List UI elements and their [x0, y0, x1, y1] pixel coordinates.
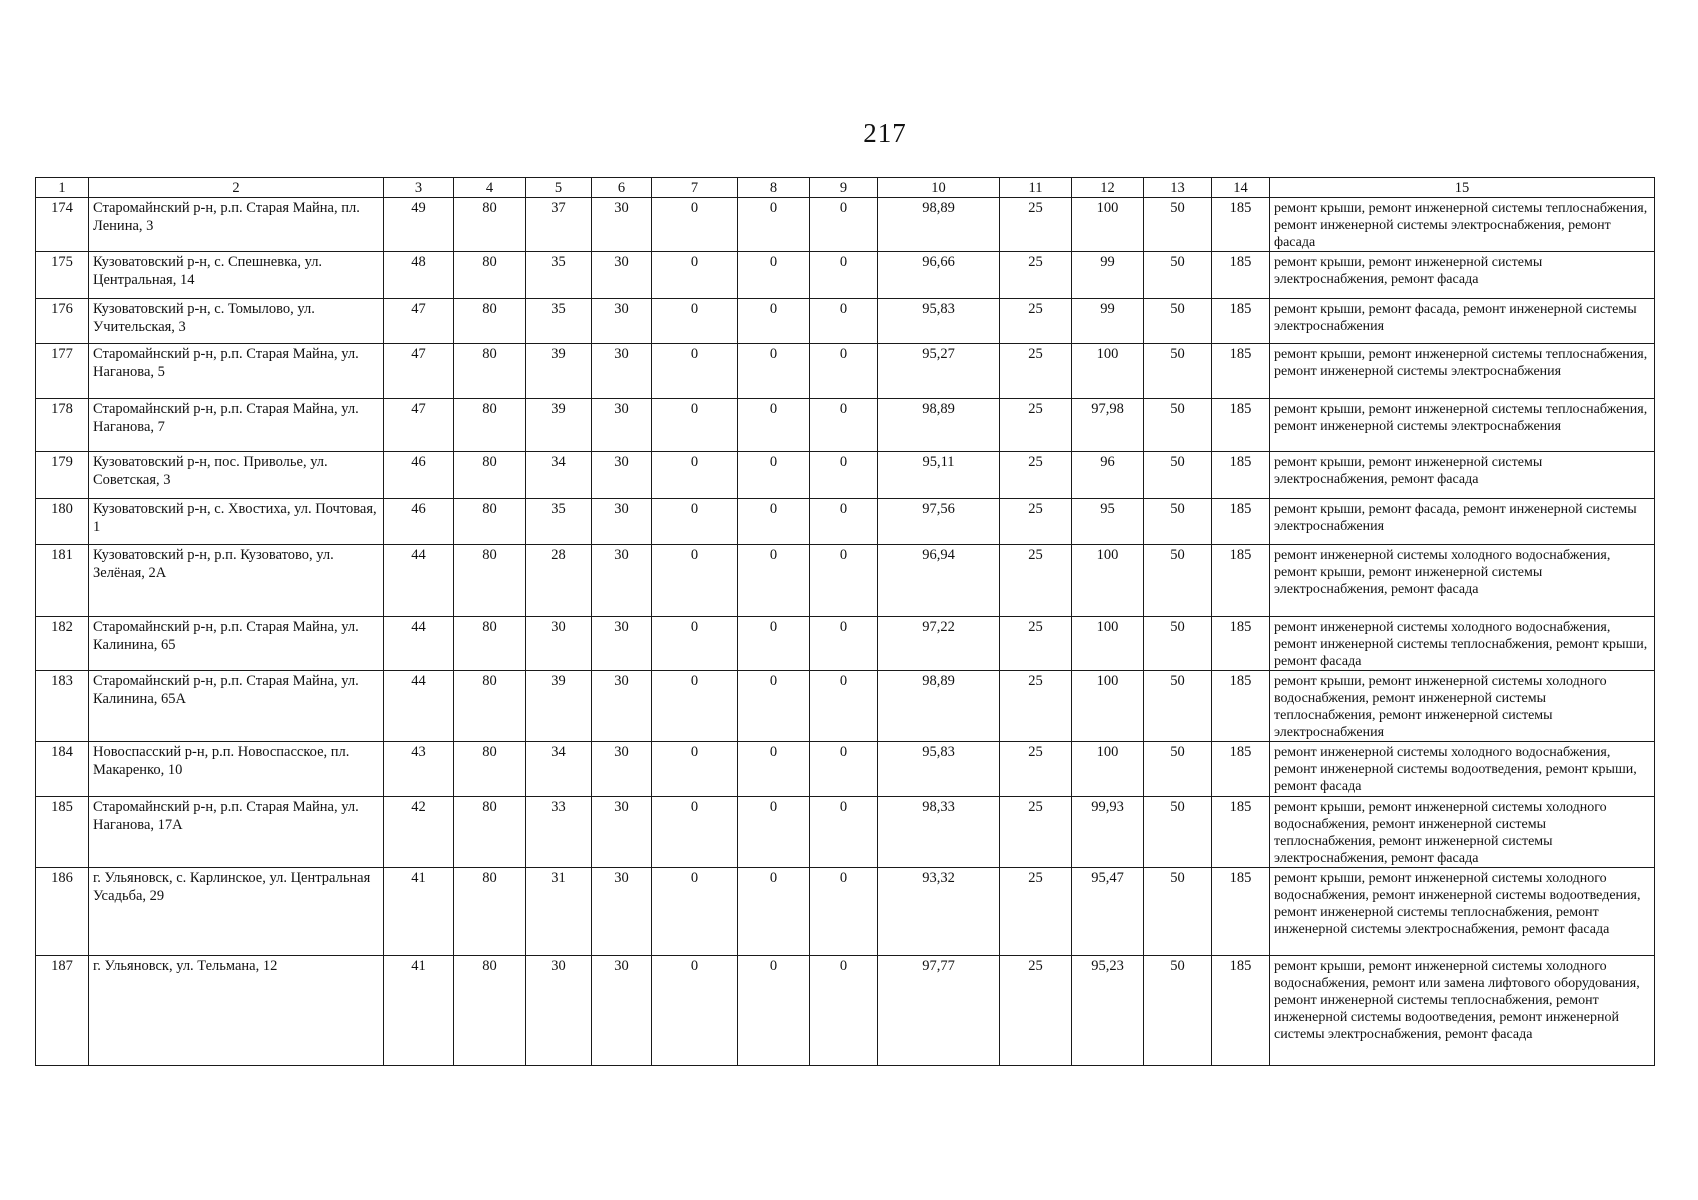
- table-row: [36, 198, 1655, 252]
- cell-col-8: 0: [738, 671, 810, 742]
- cell-col-8: 0: [738, 797, 810, 868]
- cell-col-14: 185: [1212, 868, 1270, 956]
- cell-address: Старомайнский р-н, р.п. Старая Майна, ул. Калинина, 65: [89, 617, 384, 671]
- cell-col-12: 100: [1072, 344, 1144, 399]
- cell-col-10: 95,11: [878, 452, 1000, 499]
- cell-works-list: ремонт крыши, ремонт инженерной системы холодного водоснабжения, ремонт инженерной системы водоотведения, ремонт инженерной системы теплоснабжения, ремонт инженерной системы электроснабжения, ремонт фасада: [1270, 868, 1655, 956]
- cell-works-list: ремонт крыши, ремонт инженерной системы теплоснабжения, ремонт инженерной системы электроснабжения: [1270, 344, 1655, 399]
- cell-address: Старомайнский р-н, р.п. Старая Майна, ул. Калинина, 65А: [89, 671, 384, 742]
- cell-col-4: 80: [454, 742, 526, 797]
- header-cell-10: 10: [878, 178, 1000, 198]
- cell-col-10: 95,27: [878, 344, 1000, 399]
- cell-col-4: 80: [454, 868, 526, 956]
- cell-col-12: 100: [1072, 617, 1144, 671]
- cell-col-11: 25: [1000, 545, 1072, 617]
- cell-col-7: 0: [652, 797, 738, 868]
- cell-col-3: 44: [384, 671, 454, 742]
- table-row: [36, 299, 1655, 344]
- cell-col-7: 0: [652, 617, 738, 671]
- cell-col-14: 185: [1212, 344, 1270, 399]
- cell-col-9: 0: [810, 452, 878, 499]
- header-cell-4: 4: [454, 178, 526, 198]
- cell-col-4: 80: [454, 399, 526, 452]
- cell-col-13: 50: [1144, 956, 1212, 1066]
- cell-address: г. Ульяновск, ул. Тельмана, 12: [89, 956, 384, 1066]
- cell-col-4: 80: [454, 499, 526, 545]
- header-cell-11: 11: [1000, 178, 1072, 198]
- cell-col-7: 0: [652, 671, 738, 742]
- cell-col-14: 185: [1212, 742, 1270, 797]
- header-cell-2: 2: [89, 178, 384, 198]
- cell-col-5: 34: [526, 452, 592, 499]
- cell-col-9: 0: [810, 252, 878, 299]
- cell-col-7: 0: [652, 252, 738, 299]
- cell-col-8: 0: [738, 742, 810, 797]
- cell-col-4: 80: [454, 344, 526, 399]
- table-row: [36, 797, 1655, 868]
- cell-address: Кузоватовский р-н, р.п. Кузоватово, ул. Зелёная, 2А: [89, 545, 384, 617]
- cell-col-6: 30: [592, 452, 652, 499]
- cell-col-13: 50: [1144, 344, 1212, 399]
- cell-col-9: 0: [810, 617, 878, 671]
- cell-col-12: 99,93: [1072, 797, 1144, 868]
- cell-col-14: 185: [1212, 198, 1270, 252]
- table-row: [36, 545, 1655, 617]
- header-cell-13: 13: [1144, 178, 1212, 198]
- cell-works-list: ремонт крыши, ремонт инженерной системы холодного водоснабжения, ремонт или замена лифтового оборудования, ремонт инженерной системы теплоснабжения, ремонт инженерной системы водоотведения, ремонт инженерной системы электроснабжения, ремонт фасада: [1270, 956, 1655, 1066]
- cell-row-number: 178: [36, 399, 89, 452]
- cell-col-4: 80: [454, 617, 526, 671]
- cell-col-6: 30: [592, 617, 652, 671]
- cell-col-6: 30: [592, 198, 652, 252]
- cell-col-12: 100: [1072, 671, 1144, 742]
- cell-col-10: 98,33: [878, 797, 1000, 868]
- cell-col-9: 0: [810, 299, 878, 344]
- cell-row-number: 179: [36, 452, 89, 499]
- cell-col-7: 0: [652, 742, 738, 797]
- header-cell-6: 6: [592, 178, 652, 198]
- cell-col-8: 0: [738, 252, 810, 299]
- cell-row-number: 186: [36, 868, 89, 956]
- cell-works-list: ремонт инженерной системы холодного водоснабжения, ремонт крыши, ремонт инженерной системы электроснабжения, ремонт фасада: [1270, 545, 1655, 617]
- cell-col-9: 0: [810, 868, 878, 956]
- cell-col-6: 30: [592, 742, 652, 797]
- cell-col-3: 47: [384, 399, 454, 452]
- cell-works-list: ремонт крыши, ремонт инженерной системы холодного водоснабжения, ремонт инженерной системы теплоснабжения, ремонт инженерной системы электроснабжения: [1270, 671, 1655, 742]
- cell-row-number: 175: [36, 252, 89, 299]
- cell-col-7: 0: [652, 399, 738, 452]
- cell-address: Старомайнский р-н, р.п. Старая Майна, ул. Наганова, 5: [89, 344, 384, 399]
- cell-col-14: 185: [1212, 499, 1270, 545]
- cell-col-14: 185: [1212, 797, 1270, 868]
- header-cell-15: 15: [1270, 178, 1655, 198]
- cell-col-10: 95,83: [878, 742, 1000, 797]
- cell-col-5: 34: [526, 742, 592, 797]
- cell-col-14: 185: [1212, 956, 1270, 1066]
- header-cell-5: 5: [526, 178, 592, 198]
- cell-row-number: 187: [36, 956, 89, 1066]
- cell-col-11: 25: [1000, 617, 1072, 671]
- cell-col-5: 33: [526, 797, 592, 868]
- cell-col-10: 97,56: [878, 499, 1000, 545]
- cell-col-9: 0: [810, 198, 878, 252]
- cell-row-number: 183: [36, 671, 89, 742]
- header-cell-14: 14: [1212, 178, 1270, 198]
- cell-col-13: 50: [1144, 252, 1212, 299]
- cell-col-7: 0: [652, 545, 738, 617]
- cell-col-3: 46: [384, 452, 454, 499]
- cell-col-3: 46: [384, 499, 454, 545]
- cell-works-list: ремонт крыши, ремонт фасада, ремонт инженерной системы электроснабжения: [1270, 499, 1655, 545]
- cell-col-9: 0: [810, 797, 878, 868]
- cell-col-4: 80: [454, 299, 526, 344]
- cell-works-list: ремонт инженерной системы холодного водоснабжения, ремонт инженерной системы водоотведения, ремонт крыши, ремонт фасада: [1270, 742, 1655, 797]
- table-row: [36, 671, 1655, 742]
- cell-works-list: ремонт крыши, ремонт инженерной системы холодного водоснабжения, ремонт инженерной системы теплоснабжения, ремонт инженерной системы электроснабжения, ремонт фасада: [1270, 797, 1655, 868]
- cell-col-14: 185: [1212, 617, 1270, 671]
- cell-col-6: 30: [592, 399, 652, 452]
- cell-works-list: ремонт крыши, ремонт фасада, ремонт инженерной системы электроснабжения: [1270, 299, 1655, 344]
- cell-col-4: 80: [454, 198, 526, 252]
- cell-address: Кузоватовский р-н, с. Хвостиха, ул. Почтовая, 1: [89, 499, 384, 545]
- cell-col-4: 80: [454, 671, 526, 742]
- cell-col-13: 50: [1144, 797, 1212, 868]
- cell-row-number: 182: [36, 617, 89, 671]
- cell-col-10: 97,77: [878, 956, 1000, 1066]
- cell-col-8: 0: [738, 344, 810, 399]
- cell-col-5: 39: [526, 399, 592, 452]
- cell-col-12: 100: [1072, 742, 1144, 797]
- cell-col-13: 50: [1144, 399, 1212, 452]
- cell-col-6: 30: [592, 868, 652, 956]
- cell-col-11: 25: [1000, 252, 1072, 299]
- header-cell-7: 7: [652, 178, 738, 198]
- cell-row-number: 176: [36, 299, 89, 344]
- cell-col-3: 43: [384, 742, 454, 797]
- table-row: [36, 344, 1655, 399]
- cell-works-list: ремонт крыши, ремонт инженерной системы теплоснабжения, ремонт инженерной системы электроснабжения: [1270, 399, 1655, 452]
- cell-col-11: 25: [1000, 956, 1072, 1066]
- cell-col-9: 0: [810, 399, 878, 452]
- cell-col-9: 0: [810, 545, 878, 617]
- cell-col-12: 97,98: [1072, 399, 1144, 452]
- cell-col-5: 28: [526, 545, 592, 617]
- cell-col-12: 95,47: [1072, 868, 1144, 956]
- cell-col-6: 30: [592, 299, 652, 344]
- cell-col-8: 0: [738, 545, 810, 617]
- cell-works-list: ремонт крыши, ремонт инженерной системы теплоснабжения, ремонт инженерной системы электроснабжения, ремонт фасада: [1270, 198, 1655, 252]
- cell-address: Новоспасский р-н, р.п. Новоспасское, пл. Макаренко, 10: [89, 742, 384, 797]
- cell-address: Кузоватовский р-н, с. Томылово, ул. Учительская, 3: [89, 299, 384, 344]
- cell-col-9: 0: [810, 956, 878, 1066]
- table-row: [36, 956, 1655, 1066]
- cell-col-11: 25: [1000, 868, 1072, 956]
- cell-col-12: 99: [1072, 299, 1144, 344]
- cell-col-10: 98,89: [878, 671, 1000, 742]
- cell-col-13: 50: [1144, 671, 1212, 742]
- cell-col-14: 185: [1212, 671, 1270, 742]
- cell-col-6: 30: [592, 671, 652, 742]
- cell-col-5: 35: [526, 499, 592, 545]
- table-row: [36, 742, 1655, 797]
- cell-works-list: ремонт крыши, ремонт инженерной системы электроснабжения, ремонт фасада: [1270, 252, 1655, 299]
- cell-row-number: 177: [36, 344, 89, 399]
- cell-col-13: 50: [1144, 742, 1212, 797]
- cell-col-11: 25: [1000, 742, 1072, 797]
- cell-col-11: 25: [1000, 198, 1072, 252]
- cell-col-8: 0: [738, 868, 810, 956]
- cell-col-12: 96: [1072, 452, 1144, 499]
- cell-col-8: 0: [738, 499, 810, 545]
- cell-col-7: 0: [652, 868, 738, 956]
- cell-col-13: 50: [1144, 617, 1212, 671]
- cell-col-4: 80: [454, 545, 526, 617]
- data-table: [35, 177, 1655, 1066]
- cell-col-11: 25: [1000, 499, 1072, 545]
- cell-col-14: 185: [1212, 252, 1270, 299]
- header-cell-12: 12: [1072, 178, 1144, 198]
- cell-col-11: 25: [1000, 671, 1072, 742]
- cell-row-number: 184: [36, 742, 89, 797]
- cell-col-6: 30: [592, 797, 652, 868]
- cell-col-3: 41: [384, 868, 454, 956]
- cell-col-3: 41: [384, 956, 454, 1066]
- cell-col-4: 80: [454, 452, 526, 499]
- cell-col-13: 50: [1144, 868, 1212, 956]
- cell-col-14: 185: [1212, 452, 1270, 499]
- cell-col-9: 0: [810, 742, 878, 797]
- table-row: [36, 452, 1655, 499]
- cell-col-10: 95,83: [878, 299, 1000, 344]
- cell-col-3: 44: [384, 617, 454, 671]
- cell-col-4: 80: [454, 797, 526, 868]
- header-cell-9: 9: [810, 178, 878, 198]
- cell-col-7: 0: [652, 344, 738, 399]
- cell-col-5: 35: [526, 252, 592, 299]
- cell-address: Старомайнский р-н, р.п. Старая Майна, пл. Ленина, 3: [89, 198, 384, 252]
- cell-row-number: 185: [36, 797, 89, 868]
- table-row: [36, 868, 1655, 956]
- cell-col-10: 96,66: [878, 252, 1000, 299]
- cell-col-12: 95: [1072, 499, 1144, 545]
- cell-col-8: 0: [738, 452, 810, 499]
- header-cell-1: 1: [36, 178, 89, 198]
- table-row: [36, 617, 1655, 671]
- cell-address: Старомайнский р-н, р.п. Старая Майна, ул. Наганова, 7: [89, 399, 384, 452]
- cell-address: Старомайнский р-н, р.п. Старая Майна, ул. Наганова, 17А: [89, 797, 384, 868]
- table-row: [36, 252, 1655, 299]
- cell-col-10: 97,22: [878, 617, 1000, 671]
- cell-col-7: 0: [652, 198, 738, 252]
- cell-address: Кузоватовский р-н, пос. Приволье, ул. Советская, 3: [89, 452, 384, 499]
- cell-col-7: 0: [652, 452, 738, 499]
- cell-col-12: 99: [1072, 252, 1144, 299]
- cell-col-12: 100: [1072, 545, 1144, 617]
- cell-col-5: 37: [526, 198, 592, 252]
- cell-col-11: 25: [1000, 299, 1072, 344]
- cell-col-4: 80: [454, 252, 526, 299]
- cell-row-number: 174: [36, 198, 89, 252]
- cell-col-6: 30: [592, 499, 652, 545]
- cell-col-5: 39: [526, 671, 592, 742]
- cell-col-13: 50: [1144, 452, 1212, 499]
- header-row: [36, 178, 1655, 198]
- cell-col-6: 30: [592, 956, 652, 1066]
- cell-col-12: 95,23: [1072, 956, 1144, 1066]
- cell-col-7: 0: [652, 299, 738, 344]
- cell-col-3: 47: [384, 344, 454, 399]
- header-cell-3: 3: [384, 178, 454, 198]
- cell-col-5: 39: [526, 344, 592, 399]
- cell-address: Кузоватовский р-н, с. Спешневка, ул. Центральная, 14: [89, 252, 384, 299]
- cell-col-7: 0: [652, 956, 738, 1066]
- cell-col-11: 25: [1000, 344, 1072, 399]
- cell-col-5: 30: [526, 617, 592, 671]
- cell-col-8: 0: [738, 399, 810, 452]
- cell-col-3: 48: [384, 252, 454, 299]
- cell-col-5: 30: [526, 956, 592, 1066]
- cell-col-9: 0: [810, 499, 878, 545]
- cell-col-5: 31: [526, 868, 592, 956]
- cell-col-3: 42: [384, 797, 454, 868]
- table-row: [36, 399, 1655, 452]
- cell-col-12: 100: [1072, 198, 1144, 252]
- cell-col-6: 30: [592, 545, 652, 617]
- cell-row-number: 181: [36, 545, 89, 617]
- cell-col-10: 96,94: [878, 545, 1000, 617]
- cell-col-8: 0: [738, 198, 810, 252]
- cell-col-9: 0: [810, 344, 878, 399]
- cell-works-list: ремонт крыши, ремонт инженерной системы электроснабжения, ремонт фасада: [1270, 452, 1655, 499]
- cell-col-8: 0: [738, 617, 810, 671]
- cell-col-6: 30: [592, 344, 652, 399]
- cell-col-14: 185: [1212, 399, 1270, 452]
- cell-col-11: 25: [1000, 399, 1072, 452]
- cell-col-13: 50: [1144, 545, 1212, 617]
- cell-col-3: 49: [384, 198, 454, 252]
- cell-col-10: 98,89: [878, 399, 1000, 452]
- cell-col-3: 47: [384, 299, 454, 344]
- cell-col-14: 185: [1212, 299, 1270, 344]
- page-number: 217: [863, 118, 907, 148]
- cell-col-13: 50: [1144, 198, 1212, 252]
- table-row: [36, 499, 1655, 545]
- cell-col-10: 93,32: [878, 868, 1000, 956]
- cell-address: г. Ульяновск, с. Карлинское, ул. Центральная Усадьба, 29: [89, 868, 384, 956]
- cell-col-9: 0: [810, 671, 878, 742]
- cell-col-13: 50: [1144, 499, 1212, 545]
- cell-col-8: 0: [738, 956, 810, 1066]
- cell-col-5: 35: [526, 299, 592, 344]
- cell-col-13: 50: [1144, 299, 1212, 344]
- header-cell-8: 8: [738, 178, 810, 198]
- cell-col-3: 44: [384, 545, 454, 617]
- cell-row-number: 180: [36, 499, 89, 545]
- cell-col-10: 98,89: [878, 198, 1000, 252]
- cell-col-7: 0: [652, 499, 738, 545]
- cell-col-14: 185: [1212, 545, 1270, 617]
- cell-col-6: 30: [592, 252, 652, 299]
- cell-col-8: 0: [738, 299, 810, 344]
- cell-works-list: ремонт инженерной системы холодного водоснабжения, ремонт инженерной системы теплоснабжения, ремонт крыши, ремонт фасада: [1270, 617, 1655, 671]
- cell-col-11: 25: [1000, 452, 1072, 499]
- cell-col-4: 80: [454, 956, 526, 1066]
- cell-col-11: 25: [1000, 797, 1072, 868]
